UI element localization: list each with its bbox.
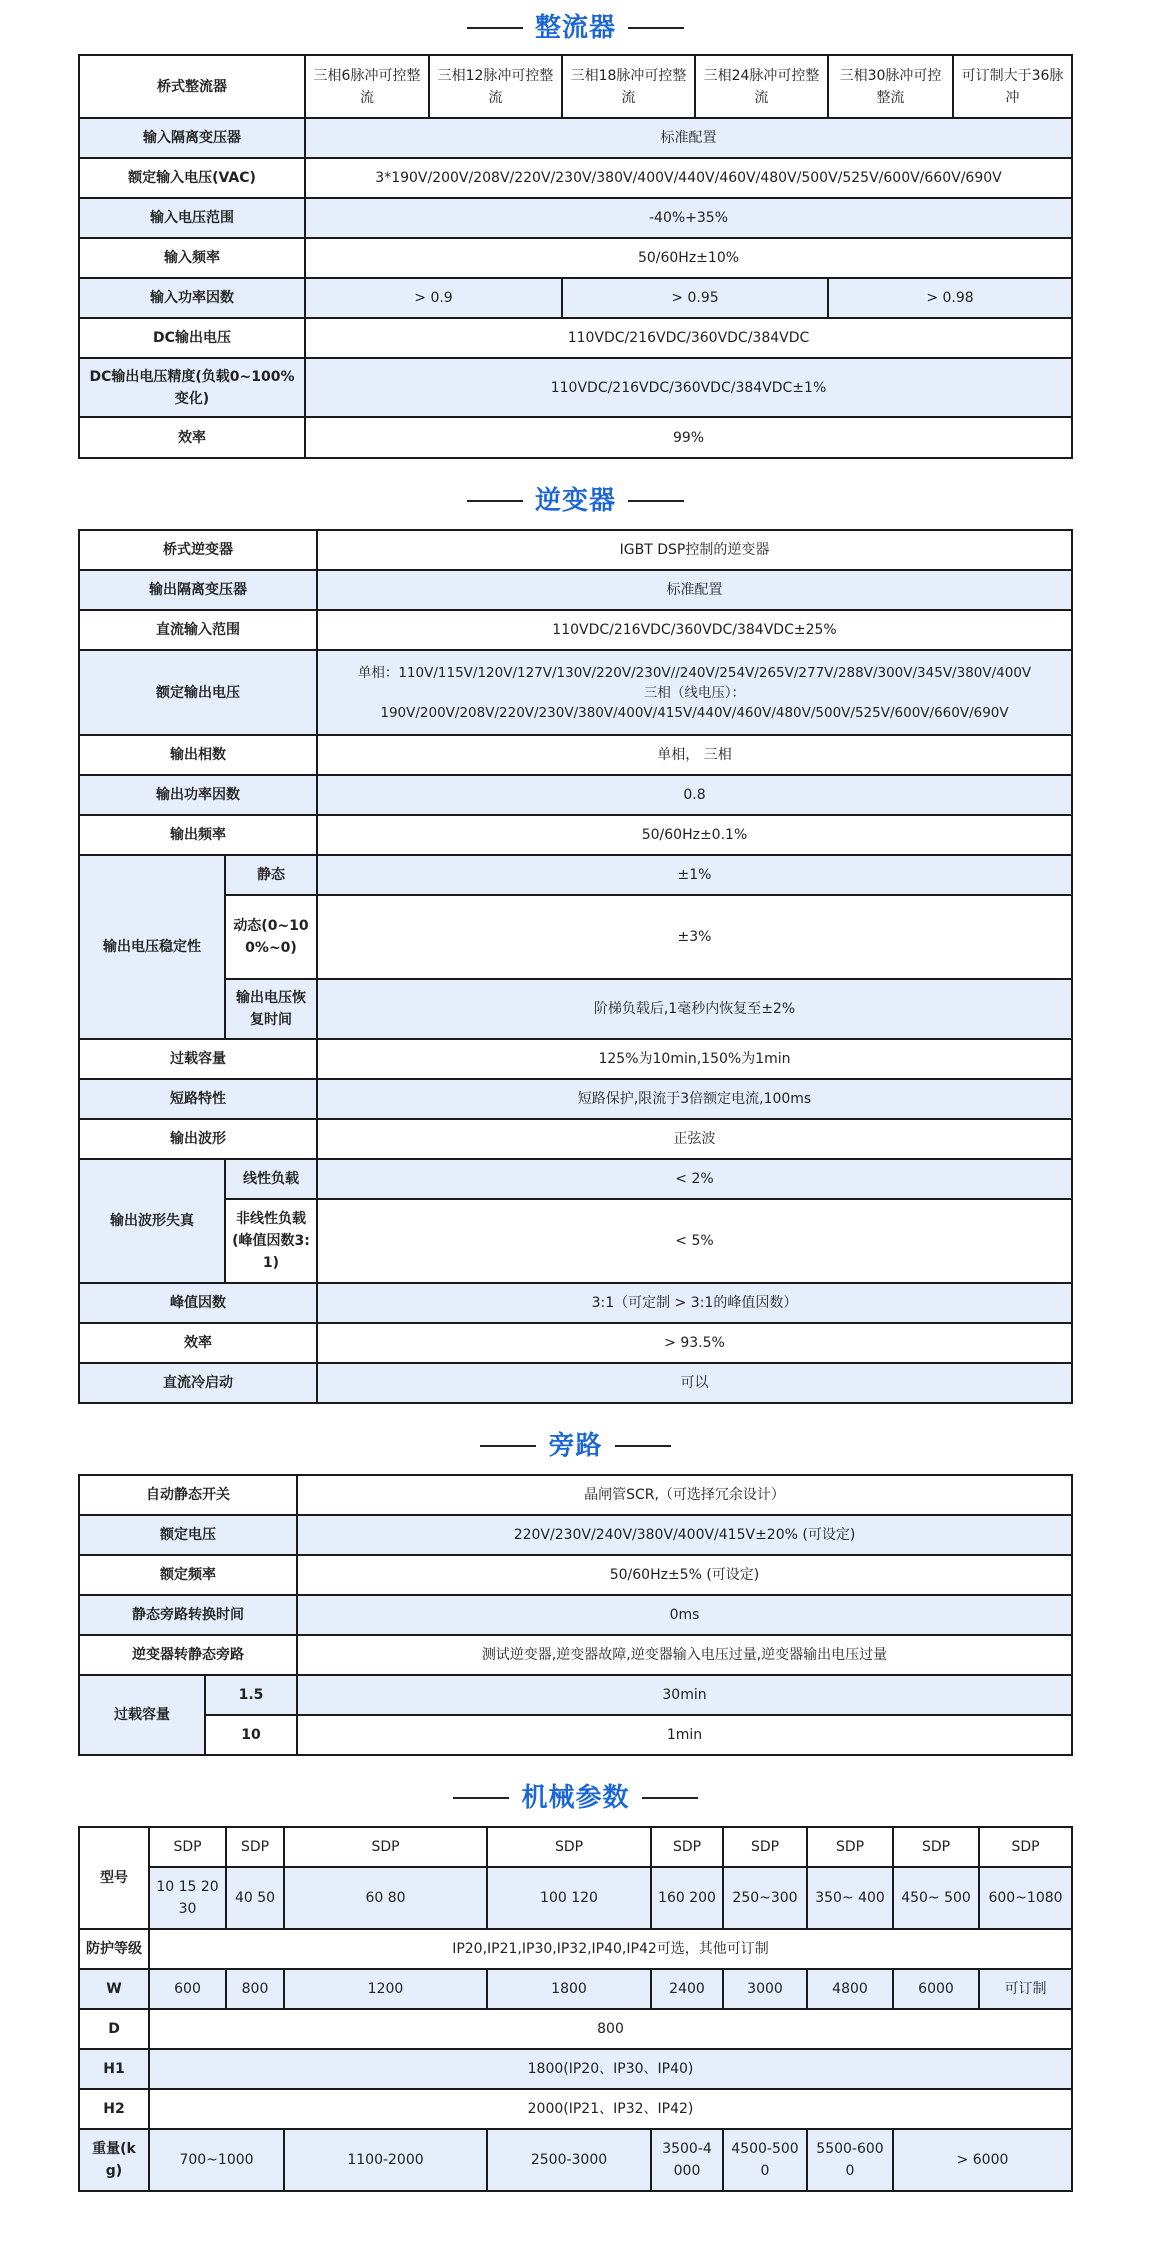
row-value: 0.8 (317, 775, 1072, 815)
title-dash (467, 500, 523, 502)
model-range: 160 200 (651, 1867, 723, 1929)
row-value: 3:1（可定制 > 3:1的峰值因数） (317, 1283, 1072, 1323)
width-value: 1800 (487, 1969, 651, 2009)
title-dash (628, 500, 684, 502)
power-factor-value: > 0.95 (562, 278, 828, 318)
width-value: 1200 (284, 1969, 487, 2009)
bypass-section-title (0, 1416, 1151, 1474)
overload-ratio-label: 1.5 (205, 1675, 297, 1715)
row-label: 额定输入电压(VAC) (79, 158, 305, 198)
row-value: IGBT DSP控制的逆变器 (317, 530, 1072, 570)
table-row (79, 1323, 1072, 1363)
table-row (79, 358, 1072, 417)
weight-label: 重量(kg) (79, 2129, 149, 2191)
width-value: 4800 (807, 1969, 893, 2009)
row-label: 自动静态开关 (79, 1475, 297, 1515)
table-row (79, 2089, 1072, 2129)
model-prefix: SDP (979, 1827, 1072, 1867)
row-label: 短路特性 (79, 1079, 317, 1119)
table-row (79, 815, 1072, 855)
row-label: 额定电压 (79, 1515, 297, 1555)
table-row (79, 1555, 1072, 1595)
row-label: 效率 (79, 417, 305, 458)
table-row (79, 118, 1072, 158)
model-prefix: SDP (723, 1827, 807, 1867)
row-value: 50/60Hz±5% (可设定) (297, 1555, 1072, 1595)
recovery-time-label: 输出电压恢复时间 (225, 979, 317, 1039)
row-value: 99% (305, 417, 1072, 458)
single-phase-voltages: 单相：110V/115V/120V/127V/130V/220V/230V//240V/254V/265V/277V/288V/300V/345V/380V/400V (357, 664, 1032, 681)
row-value: -40%+35% (305, 198, 1072, 238)
model-range: 40 50 (226, 1867, 284, 1929)
weight-value: 700~1000 (149, 2129, 284, 2191)
row-value: > 93.5% (317, 1323, 1072, 1363)
table-row (79, 855, 1072, 895)
model-prefix: SDP (807, 1827, 893, 1867)
row-value: 3*190V/200V/208V/220V/230V/380V/400V/440V/460V/480V/500V/525V/600V/660V/690V (305, 158, 1072, 198)
table-row (79, 1595, 1072, 1635)
model-prefix: SDP (284, 1827, 487, 1867)
bridge-option: 三相30脉冲可控整流 (828, 55, 953, 118)
linear-load-label: 线性负载 (225, 1159, 317, 1199)
inverter-section-title (0, 471, 1151, 529)
row-label: 静态旁路转换时间 (79, 1595, 297, 1635)
table-row (79, 2009, 1072, 2049)
bottom-spacer (0, 2192, 1151, 2212)
table-row (79, 1827, 1072, 1867)
width-value: 3000 (723, 1969, 807, 2009)
rated-output-voltage-value (317, 650, 1072, 735)
weight-value: 5500-6000 (807, 2129, 893, 2191)
h2-label: H2 (79, 2089, 149, 2129)
table-row (79, 735, 1072, 775)
row-value: 220V/230V/240V/380V/400V/415V±20% (可设定) (297, 1515, 1072, 1555)
table-row (79, 198, 1072, 238)
width-value: 6000 (893, 1969, 979, 2009)
row-value: 50/60Hz±10% (305, 238, 1072, 278)
rectifier-table (78, 54, 1073, 459)
title-dash (615, 1445, 671, 1447)
weight-value: 3500-4000 (651, 2129, 723, 2191)
weight-value: 4500-5000 (723, 2129, 807, 2191)
table-row (79, 775, 1072, 815)
table-row (79, 1969, 1072, 2009)
distortion-label: 输出波形失真 (79, 1159, 225, 1283)
bridge-option: 可订制大于36脉冲 (953, 55, 1072, 118)
static-value: ±1% (317, 855, 1072, 895)
row-value: 可以 (317, 1363, 1072, 1403)
recovery-time-value: 阶梯负载后,1毫秒内恢复至±2% (317, 979, 1072, 1039)
row-value: 50/60Hz±0.1% (317, 815, 1072, 855)
bridge-option: 三相24脉冲可控整流 (695, 55, 828, 118)
row-value: 110VDC/216VDC/360VDC/384VDC±25% (317, 610, 1072, 650)
table-row (79, 278, 1072, 318)
three-phase-voltages: 190V/200V/208V/220V/230V/380V/400V/415V/440V/460V/480V/500V/525V/600V/660V/690V (380, 704, 1009, 721)
bridge-option: 三相18脉冲可控整流 (562, 55, 695, 118)
h2-value: 2000(IP21、IP32、IP42) (149, 2089, 1072, 2129)
model-range: 350~ 400 (807, 1867, 893, 1929)
mechanical-section-title (0, 1768, 1151, 1826)
row-label: 逆变器转静态旁路 (79, 1635, 297, 1675)
row-label: DC输出电压精度(负载0~100%变化) (79, 358, 305, 417)
row-value: 110VDC/216VDC/360VDC/384VDC (305, 318, 1072, 358)
protection-value: IP20,IP21,IP30,IP32,IP40,IP42可选，其他可订制 (149, 1929, 1072, 1969)
overload-ratio-label: 10 (205, 1715, 297, 1755)
width-value: 800 (226, 1969, 284, 2009)
width-value: 2400 (651, 1969, 723, 2009)
table-row (79, 650, 1072, 735)
inverter-table (78, 529, 1073, 1404)
row-value: 标准配置 (305, 118, 1072, 158)
table-row (79, 1867, 1072, 1929)
row-label: 输入电压范围 (79, 198, 305, 238)
table-row (79, 158, 1072, 198)
row-label: 输出频率 (79, 815, 317, 855)
table-row (79, 2129, 1072, 2191)
row-label: 输出功率因数 (79, 775, 317, 815)
depth-value: 800 (149, 2009, 1072, 2049)
row-label: 输出相数 (79, 735, 317, 775)
power-factor-value: > 0.9 (305, 278, 562, 318)
row-value: 正弦波 (317, 1119, 1072, 1159)
row-label: 输出波形 (79, 1119, 317, 1159)
rectifier-section-title (0, 0, 1151, 54)
row-label: 直流输入范围 (79, 610, 317, 650)
row-label: 输入频率 (79, 238, 305, 278)
mechanical-table (78, 1826, 1073, 2192)
model-range: 450~ 500 (893, 1867, 979, 1929)
inverter-title: 逆变器 (534, 485, 616, 516)
row-label: 峰值因数 (79, 1283, 317, 1323)
title-dash (642, 1797, 698, 1799)
table-row (79, 1079, 1072, 1119)
voltage-stability-label: 输出电压稳定性 (79, 855, 225, 1039)
table-row (79, 55, 1072, 118)
title-dash (480, 1445, 536, 1447)
table-row (79, 318, 1072, 358)
model-prefix: SDP (893, 1827, 979, 1867)
row-label: 输入隔离变压器 (79, 118, 305, 158)
row-value: 测试逆变器,逆变器故障,逆变器输入电压过量,逆变器输出电压过量 (297, 1635, 1072, 1675)
model-range: 100 120 (487, 1867, 651, 1929)
title-dash (453, 1797, 509, 1799)
weight-value: 1100-2000 (284, 2129, 487, 2191)
row-value: 110VDC/216VDC/360VDC/384VDC±1% (305, 358, 1072, 417)
table-row (79, 1363, 1072, 1403)
static-label: 静态 (225, 855, 317, 895)
model-range: 250~300 (723, 1867, 807, 1929)
table-row (79, 1199, 1072, 1283)
table-row (79, 570, 1072, 610)
table-row (79, 610, 1072, 650)
table-row (79, 238, 1072, 278)
bridge-option: 三相6脉冲可控整流 (305, 55, 429, 118)
table-row (79, 979, 1072, 1039)
table-row (79, 2049, 1072, 2089)
row-value: 单相， 三相 (317, 735, 1072, 775)
row-label: 直流冷启动 (79, 1363, 317, 1403)
model-prefix: SDP (651, 1827, 723, 1867)
model-label: 型号 (79, 1827, 149, 1929)
table-row (79, 1283, 1072, 1323)
table-row (79, 1039, 1072, 1079)
mechanical-title: 机械参数 (521, 1782, 630, 1813)
width-value: 可订制 (979, 1969, 1072, 2009)
table-row (79, 1715, 1072, 1755)
weight-value: > 6000 (893, 2129, 1072, 2191)
table-row (79, 1515, 1072, 1555)
row-value: 标准配置 (317, 570, 1072, 610)
linear-load-value: < 2% (317, 1159, 1072, 1199)
dynamic-label: 动态(0~100%~0) (225, 895, 317, 979)
bridge-option: 三相12脉冲可控整流 (429, 55, 562, 118)
table-row (79, 895, 1072, 979)
model-range: 60 80 (284, 1867, 487, 1929)
power-factor-value: > 0.98 (828, 278, 1072, 318)
table-row (79, 1475, 1072, 1515)
row-label: 过载容量 (79, 1039, 317, 1079)
model-range: 600~1080 (979, 1867, 1072, 1929)
table-row (79, 1929, 1072, 1969)
row-value: 短路保护,限流于3倍额定电流,100ms (317, 1079, 1072, 1119)
three-phase-heading: 三相（线电压）： (643, 684, 746, 701)
overload-ratio-value: 1min (297, 1715, 1072, 1755)
row-label: 桥式逆变器 (79, 530, 317, 570)
table-row (79, 1635, 1072, 1675)
table-row (79, 530, 1072, 570)
table-row (79, 1675, 1072, 1715)
h1-value: 1800(IP20、IP30、IP40) (149, 2049, 1072, 2089)
h1-label: H1 (79, 2049, 149, 2089)
title-dash (628, 27, 684, 29)
dynamic-value: ±3% (317, 895, 1072, 979)
nonlinear-load-label: 非线性负载(峰值因数3:1) (225, 1199, 317, 1283)
model-range: 10 15 20 30 (149, 1867, 226, 1929)
rectifier-title: 整流器 (534, 12, 616, 43)
row-value: 125%为10min,150%为1min (317, 1039, 1072, 1079)
bypass-table (78, 1474, 1073, 1756)
row-label: 额定频率 (79, 1555, 297, 1595)
model-prefix: SDP (226, 1827, 284, 1867)
width-label: W (79, 1969, 149, 2009)
model-prefix: SDP (149, 1827, 226, 1867)
table-row (79, 417, 1072, 458)
overload-ratio-value: 30min (297, 1675, 1072, 1715)
table-row (79, 1119, 1072, 1159)
protection-label: 防护等级 (79, 1929, 149, 1969)
weight-value: 2500-3000 (487, 2129, 651, 2191)
table-row (79, 1159, 1072, 1199)
depth-label: D (79, 2009, 149, 2049)
title-dash (467, 27, 523, 29)
row-label: DC输出电压 (79, 318, 305, 358)
row-value: 0ms (297, 1595, 1072, 1635)
row-value: 晶闸管SCR,（可选择冗余设计） (297, 1475, 1072, 1515)
bridge-rectifier-label: 桥式整流器 (79, 55, 305, 118)
model-prefix: SDP (487, 1827, 651, 1867)
overload-capacity-label: 过载容量 (79, 1675, 205, 1755)
row-label: 效率 (79, 1323, 317, 1363)
nonlinear-load-value: < 5% (317, 1199, 1072, 1283)
bypass-title: 旁路 (548, 1430, 603, 1461)
rated-output-voltage-label: 额定输出电压 (79, 650, 317, 735)
row-label: 输出隔离变压器 (79, 570, 317, 610)
power-factor-label: 输入功率因数 (79, 278, 305, 318)
width-value: 600 (149, 1969, 226, 2009)
